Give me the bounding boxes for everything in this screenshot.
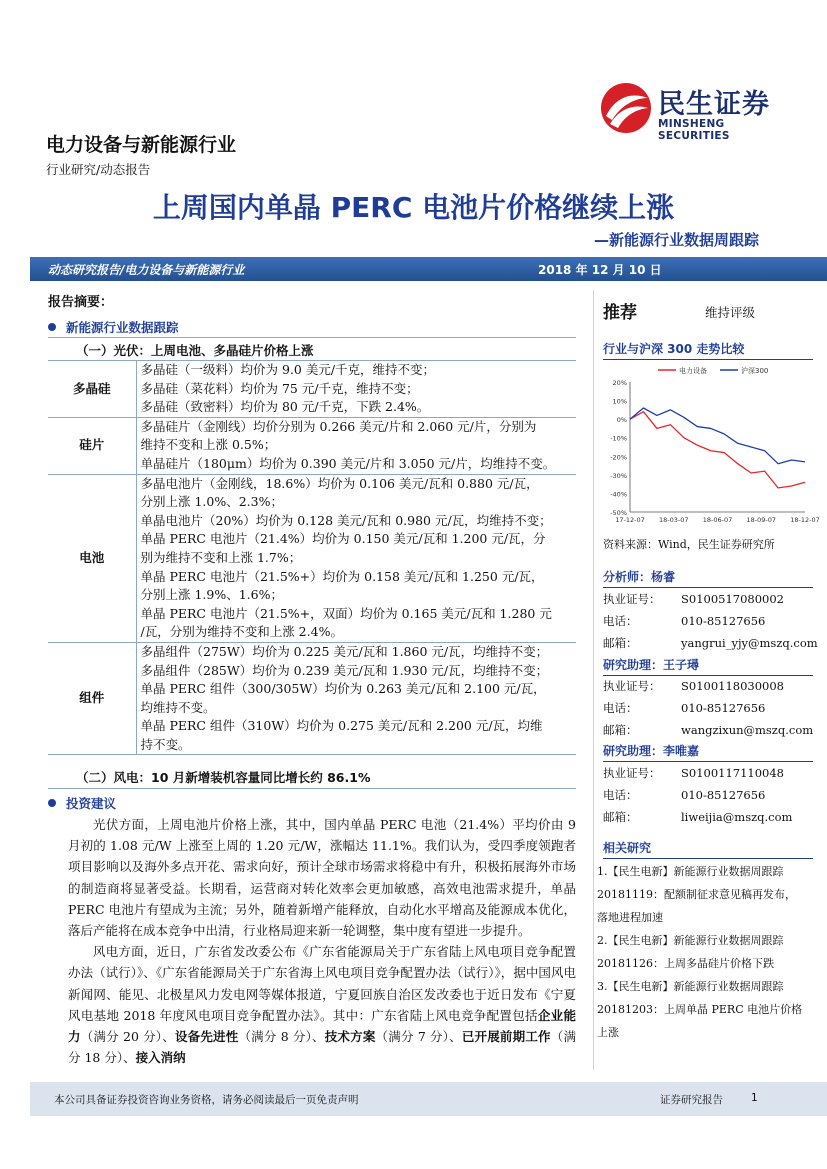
related-line[interactable]: 落地进程加速 (597, 911, 663, 924)
divider (48, 337, 576, 338)
price-line: 多晶组件（285W）均价为 0.239 美元/瓦和 1.930 元/瓦，均维持不变； (140, 662, 549, 678)
assistant2-email[interactable]: 邮箱： liweijia@mszq.com (603, 810, 793, 824)
price-line: 多晶硅（致密料）均价为 80 元/千克，下跌 2.4%。 (140, 399, 430, 415)
section-bullet-data: 新能源行业数据跟踪 (48, 318, 179, 336)
assistant2-license: 执业证号： S0100117110048 (603, 766, 784, 780)
chart-series-line-1 (630, 408, 805, 464)
related-line[interactable]: 上涨 (597, 1026, 619, 1039)
trend-chart (600, 360, 820, 528)
price-line: 多晶电池片（金刚线，18.6%）均价为 0.106 美元/瓦和 0.880 元/瓦， (140, 475, 539, 491)
recommendation: 推荐 (603, 303, 637, 323)
price-line: 维持不变和上涨 0.5%； (140, 437, 277, 453)
chart-y-tick: 10% (612, 397, 627, 406)
price-details (136, 417, 576, 474)
related-line[interactable]: 3.【民生电新】新能源行业数据周跟踪 (597, 980, 784, 993)
price-details (136, 474, 576, 642)
logo-cn: 民生证券 (658, 89, 770, 120)
price-line: 单晶 PERC 电池片（21.5%+）均价为 0.158 美元/瓦和 1.250 元/瓦， (140, 568, 544, 584)
rating: 维持评级 (705, 305, 756, 320)
header-band (30, 257, 827, 281)
bullet-dot-icon (48, 799, 56, 807)
related-line[interactable]: 20181203：上周单晶 PERC 电池片价格 (597, 1003, 803, 1016)
price-category: 多晶硅 (48, 361, 136, 418)
chart-y-tick: 20% (612, 379, 627, 387)
analyst-license: 执业证号： S0100517080002 (603, 592, 784, 606)
paragraph-solar: 光伏方面，上周电池片价格上涨，其中，国内单晶 PERC 电池（21.4%）平均价由 9 月初的 1.08 元/W 上涨至上周的 1.20 元/W，涨幅达 11.1%。我们认为，受四季度领跑者项目影响以及海外多点开花、需求向好，预计全球市场需求将稳中有升，积极拓展海外市场的制造商将显著受益。长期看，运营商对转化效率会更加敏感，高效电池需求提升，单晶 PERC 电池片有望成为主流；另外，随着新增产能释放，自动化水平增高及能源成本优化，落后产能将在成本竞争中出清，行业格局迎来新一轮调整，集中度有望进一步提升。 (68, 817, 576, 939)
price-line: 单晶 PERC 组件（310W）均价为 0.275 美元/瓦和 2.200 元/瓦，均维 (140, 718, 543, 734)
chart-y-tick: 0% (616, 416, 627, 425)
assistant1-email[interactable]: 邮箱： wangzixun@mszq.com (603, 723, 814, 737)
price-line: 别为维持不变和上涨 1.7%； (140, 549, 302, 565)
chart-y-tick: -40% (610, 490, 627, 499)
related-line[interactable]: 1.【民生电新】新能源行业数据周跟踪 (597, 865, 784, 878)
bullet-dot-icon (48, 323, 56, 331)
price-row (48, 642, 576, 755)
chart-series-line-0 (630, 412, 805, 488)
footer-label: 证券研究报告 (660, 1094, 723, 1106)
price-line: 分别上涨 1.9%、1.6%； (140, 587, 283, 603)
minsheng-logo (600, 80, 800, 142)
investment-text (68, 814, 576, 1068)
price-line: 均维持不变。 (140, 699, 216, 715)
related-line[interactable]: 20181126：上周多晶硅片价格下跌 (597, 957, 774, 970)
assistant2-heading: 研究助理：李唯嘉 (603, 742, 813, 762)
related-heading: 相关研究 (603, 839, 813, 859)
price-details (136, 642, 576, 755)
page-subtitle: —新能源行业数据周跟踪 (593, 231, 759, 249)
section-bullet-invest: 投资建议 (48, 794, 116, 812)
footer (30, 1082, 827, 1116)
chart-heading: 行业与沪深 300 走势比较 (603, 340, 813, 360)
related-line[interactable]: 20181119：配额制征求意见稿再发布， (597, 888, 796, 901)
paragraph-wind: 风电方面，近日，广东省发改委公布《广东省能源局关于广东省陆上风电项目竞争配置办法（试行）》、《广东省能源局关于广东省海上风电项目竞争配置办法（试行）》，据中国风电新闻网、能见、北极星风力发电网等媒体报道，宁夏回族自治区发改委也于近日发布《宁夏风电基地 2018 年度风电项目竞争配置办法》。其中：广东省陆上风电竞争配置包括企业能力（满分 20 分）、设备先进性（满分 8 分）、技术方案（满分 7 分）、已开展前期工作（满分 18 分）、接入消纳 (68, 944, 576, 1066)
page-number: 1 (751, 1092, 758, 1104)
chart-x-tick: 18-09-07 (746, 516, 777, 524)
price-line: /瓦，分别为维持不变和上涨 2.4%。 (140, 624, 343, 640)
chart-legend-label: 沪深300 (741, 367, 769, 375)
chart-y-tick: -20% (610, 453, 627, 462)
price-line: 多晶硅（一级料）均价为 9.0 美元/千克，维持不变； (140, 362, 436, 377)
report-type: 行业研究/动态报告 (46, 162, 151, 177)
chart-y-tick: -30% (610, 471, 627, 480)
price-line: 分别上涨 1.0%、2.3%； (140, 494, 283, 510)
price-line: 持不变。 (140, 736, 191, 752)
price-line: 多晶组件（275W）均价为 0.225 美元/瓦和 1.860 元/瓦，均维持不变； (140, 643, 549, 659)
price-line: 单晶 PERC 电池片（21.4%）均价为 0.150 美元/瓦和 1.200 元/瓦，分 (140, 531, 546, 547)
price-category: 组件 (48, 642, 136, 755)
page-title: 上周国内单晶 PERC 电池片价格继续上涨 (152, 191, 675, 224)
price-category: 硅片 (48, 417, 136, 474)
footer-disclaimer: 本公司具备证券投资咨询业务资格，请务必阅读最后一页免责声明 (54, 1094, 359, 1106)
price-line: 多晶硅（菜花料）均价为 75 元/千克，维持不变； (140, 380, 419, 396)
price-line: 多晶硅片（金刚线）均价分别为 0.266 美元/片和 2.060 元/片，分别为 (140, 418, 537, 434)
chart-source: 资料来源：Wind，民生证券研究所 (603, 538, 775, 551)
chart-x-tick: 17-12-07 (615, 516, 645, 524)
price-line: 单晶 PERC 电池片（21.5%+，双面）均价为 0.165 美元/瓦和 1.280 元 (140, 605, 552, 621)
price-table (48, 360, 576, 755)
chart-x-tick: 18-03-07 (658, 516, 689, 524)
analyst-heading: 分析师：杨睿 (603, 568, 813, 588)
price-row (48, 361, 576, 418)
price-line: 单晶电池片（20%）均价为 0.128 美元/瓦和 0.980 元/瓦，均维持不变； (140, 512, 552, 528)
assistant2-phone: 电话： 010-85127656 (603, 788, 766, 802)
price-category: 电池 (48, 474, 136, 642)
assistant1-phone: 电话： 010-85127656 (603, 701, 766, 715)
analyst-phone: 电话： 010-85127656 (603, 614, 766, 628)
related-line[interactable]: 2.【民生电新】新能源行业数据周跟踪 (597, 934, 784, 947)
price-line: 单晶硅片（180μm）均价为 0.390 美元/片和 3.050 元/片，均维持不变。 (140, 455, 556, 471)
solar-subheading: （一）光伏：上周电池、多晶硅片价格上涨 (76, 343, 314, 358)
analyst-email[interactable]: 邮箱： yangrui_yjy@mszq.com (603, 636, 818, 650)
price-line: 单晶 PERC 组件（300/305W）均价为 0.263 美元/瓦和 2.100 元/瓦， (140, 681, 546, 697)
wind-subheading: （二）风电：10 月新增装机容量同比增长约 86.1% (76, 770, 371, 785)
logo-mark-icon (600, 82, 652, 134)
column-divider (593, 290, 594, 1070)
related-research-list (597, 860, 815, 1044)
price-row (48, 417, 576, 474)
chart-x-tick: 18-12-07 (790, 516, 820, 524)
report-date: 2018 年 12 月 10 日 (538, 263, 662, 277)
chart-x-tick: 18-06-07 (702, 516, 733, 524)
industry-name: 电力设备与新能源行业 (46, 134, 237, 156)
price-row (48, 474, 576, 642)
assistant1-license: 执业证号： S0100118030008 (603, 679, 784, 693)
band-report-category: 动态研究报告/电力设备与新能源行业 (48, 263, 245, 277)
chart-y-tick: -10% (610, 434, 627, 443)
logo-en: MINSHENG SECURITIES (658, 118, 730, 142)
chart-y-tick: -50% (610, 509, 627, 517)
summary-label: 报告摘要： (48, 295, 114, 310)
price-details (136, 361, 576, 418)
chart-legend-label: 电力设备 (679, 367, 707, 375)
divider (48, 788, 576, 789)
assistant1-heading: 研究助理：王子璕 (603, 656, 813, 676)
